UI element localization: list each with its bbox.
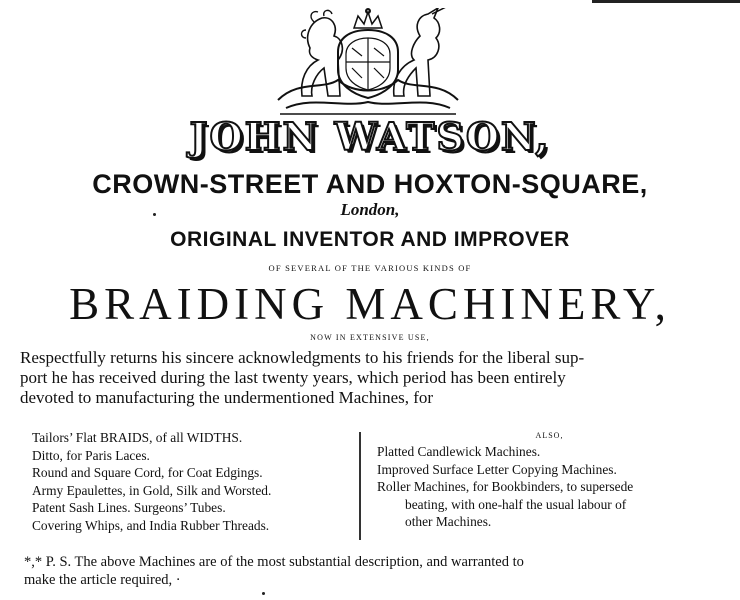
list-item: Tailors’ Flat BRAIDS, of all WIDTHS. [32,430,243,445]
subtitle: OF SEVERAL OF THE VARIOUS KINDS OF [268,263,472,273]
postscript-line: make the article required, · [24,572,181,588]
postscript-line: *,* P. S. The above Machines are of the most substantial description, and warranted to [24,554,524,570]
top-rule [592,0,740,3]
list-item: Roller Machines, for Bookbinders, to supersede [377,479,634,495]
product-heading: BRAIDING MACHINERY, [69,279,671,329]
postscript [24,553,716,589]
list-item: Platted Candlewick Machines. [377,444,541,459]
body-line: port he has received during the last twenty years, which period has been entirely [20,368,566,387]
list-item: beating, with one-half the usual labour of [405,496,627,512]
inventor-title: ORIGINAL INVENTOR AND IMPROVER [170,228,570,251]
list-item: Ditto, for Paris Laces. [32,447,150,463]
list-item: Round and Square Cord, for Coat Edgings. [32,465,263,481]
left-product-list [32,429,357,535]
column-divider [359,432,361,540]
list-item: Patent Sash Lines. Surgeons’ Tubes. [32,500,226,516]
city: London, [340,200,400,219]
list-item: Army Epaulettes, in Gold, Silk and Worsted. [32,482,272,498]
royal-coat-of-arms-icon [268,8,468,120]
body-line: devoted to manufacturing the undermentioned Machines, for [20,388,434,407]
stray-dot [262,592,265,595]
address: CROWN-STREET AND HOXTON-SQUARE, [92,169,648,199]
right-product-list [377,429,722,531]
body-line: Respectfully returns his sincere acknowledgments to his friends for the liberal sup- [20,348,585,367]
also-heading: ALSO, [535,431,564,440]
list-item: Improved Surface Letter Copying Machines. [377,461,617,477]
status-line: NOW IN EXTENSIVE USE, [310,333,430,342]
advertiser-name: JOHN WATSON, [189,114,551,159]
body-paragraph [20,348,716,408]
list-item: other Machines. [405,514,492,530]
list-item: Covering Whips, and India Rubber Threads. [32,517,270,533]
